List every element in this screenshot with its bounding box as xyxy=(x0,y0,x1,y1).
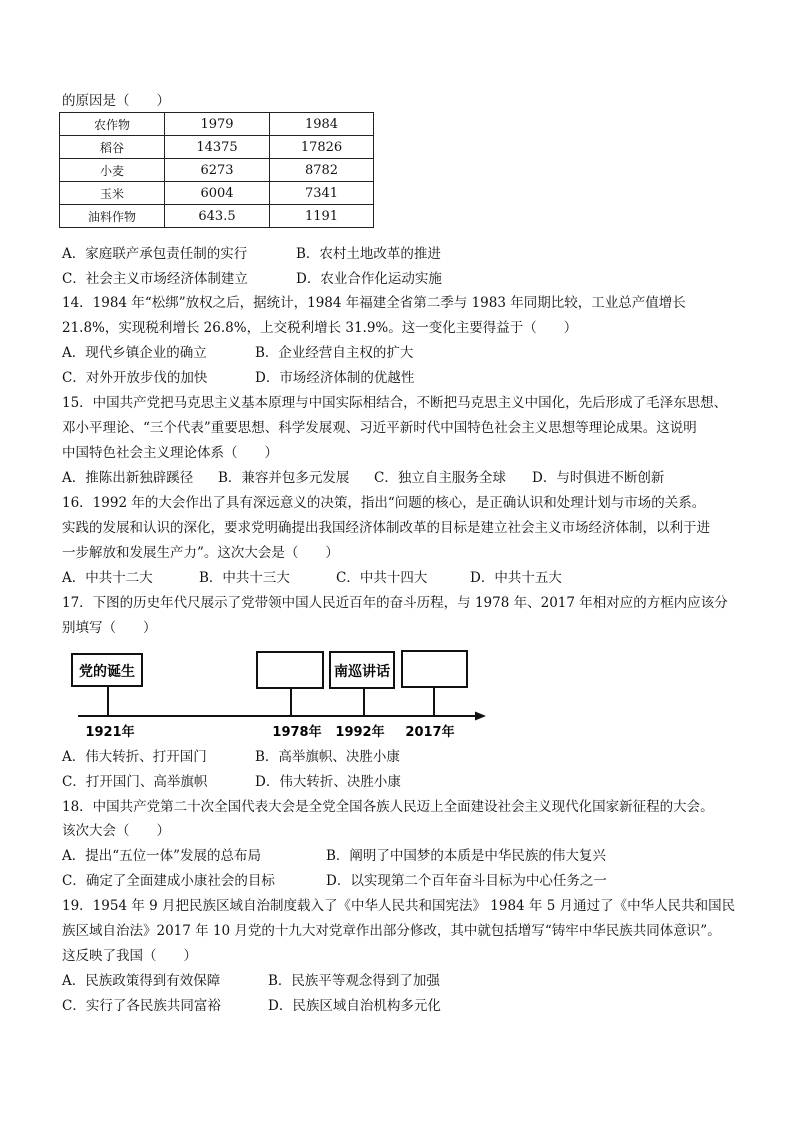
q13-option-d[interactable]: D．农业合作化运动实施 xyxy=(296,271,442,287)
table-header-cell: 1979 xyxy=(165,113,270,136)
timeline-year-label: 1921年 xyxy=(85,725,135,740)
q14-option-d[interactable]: D．市场经济体制的优越性 xyxy=(255,370,415,386)
q14-option-b[interactable]: B．企业经营自主权的扩大 xyxy=(255,345,414,361)
table-cell: 6273 xyxy=(165,159,270,182)
timeline-box-2017-blank[interactable] xyxy=(402,651,467,687)
table-header-row xyxy=(60,113,374,136)
table-header-cell: 农作物 xyxy=(60,113,165,136)
crop-output-table xyxy=(59,112,374,228)
q18-option-a[interactable]: A．提出“五位一体”发展的总布局 xyxy=(62,848,262,864)
q13-stem-tail: 的原因是（ ） xyxy=(62,93,170,109)
q16-stem-line: 实践的发展和认识的深化，要求党明确提出我国经济体制改革的目标是建立社会主义市场经济体制，以利于进 xyxy=(62,520,710,536)
q19-option-c[interactable]: C．实行了各民族共同富裕 xyxy=(62,998,221,1014)
table-cell: 1191 xyxy=(270,205,374,228)
q15-option-d[interactable]: D．与时俱进不断创新 xyxy=(532,470,665,486)
q15-option-c[interactable]: C．独立自主服务全球 xyxy=(374,470,506,486)
q18-stem-line: 18．中国共产党第二十次全国代表大会是全党全国各族人民迈上全面建设社会主义现代化国家新征程的大会。 xyxy=(62,799,714,815)
timeline-year-label: 1992年 xyxy=(335,725,385,740)
q16-option-a[interactable]: A．中共十二大 xyxy=(62,570,153,586)
q15-option-b[interactable]: B．兼容并包多元发展 xyxy=(218,470,350,486)
q16-option-c[interactable]: C．中共十四大 xyxy=(336,570,428,586)
q16-stem-line: 16．1992 年的大会作出了具有深远意义的决策，指出“问题的核心，是正确认识和处理计划与市场的关系。 xyxy=(62,495,706,511)
q14-option-c[interactable]: C．对外开放步伐的加快 xyxy=(62,370,208,386)
q15-stem-line: 邓小平理论、“三个代表”重要思想、科学发展观、习近平新时代中国特色社会主义思想等理论成果。这说明 xyxy=(62,420,697,436)
q13-option-b[interactable]: B．农村土地改革的推进 xyxy=(296,246,441,262)
table-row xyxy=(60,136,374,159)
q19-option-d[interactable]: D．民族区域自治机构多元化 xyxy=(268,998,441,1014)
table-cell: 643.5 xyxy=(165,205,270,228)
q17-option-a[interactable]: A．伟大转折、打开国门 xyxy=(62,749,207,765)
timeline-year-label: 2017年 xyxy=(405,725,455,740)
q16-option-d[interactable]: D．中共十五大 xyxy=(470,570,562,586)
q19-option-a[interactable]: A．民族政策得到有效保障 xyxy=(62,973,221,989)
table-cell: 6004 xyxy=(165,182,270,205)
q19-stem-line: 19．1954 年 9 月把民族区域自治制度载入了《中华人民共和国宪法》 1984 年 5 月通过了《中华人民共和国民 xyxy=(62,898,736,914)
q19-stem-line: 这反映了我国（ ） xyxy=(62,948,197,964)
history-timeline xyxy=(62,648,492,740)
q18-option-d[interactable]: D．以实现第二个百年奋斗目标为中心任务之一 xyxy=(326,873,607,889)
table-cell: 小麦 xyxy=(60,159,165,182)
q17-option-d[interactable]: D．伟大转折、决胜小康 xyxy=(255,774,401,790)
q17-option-c[interactable]: C．打开国门、高举旗帜 xyxy=(62,774,208,790)
q14-option-a[interactable]: A．现代乡镇企业的确立 xyxy=(62,345,207,361)
q17-stem-line: 别填写（ ） xyxy=(62,620,157,636)
q16-option-b[interactable]: B．中共十三大 xyxy=(199,570,290,586)
table-cell: 油料作物 xyxy=(60,205,165,228)
q17-stem-line: 17．下图的历史年代尺展示了党带领中国人民近百年的奋斗历程，与 1978 年、2017 年相对应的方框内应该分 xyxy=(62,595,728,611)
table-cell: 8782 xyxy=(270,159,374,182)
q15-stem-line: 中国特色社会主义理论体系（ ） xyxy=(62,445,278,461)
timeline-arrow-icon xyxy=(475,712,486,721)
timeline-box-label: 南巡讲话 xyxy=(334,664,390,680)
table-cell: 17826 xyxy=(270,136,374,159)
q15-option-a[interactable]: A．推陈出新独辟蹊径 xyxy=(62,470,194,486)
table-row xyxy=(60,159,374,182)
table-row xyxy=(60,182,374,205)
table-cell: 玉米 xyxy=(60,182,165,205)
q18-stem-line: 该次大会（ ） xyxy=(62,823,170,839)
table-cell: 稻谷 xyxy=(60,136,165,159)
q19-stem-line: 族区域自治法》2017 年 10 月党的十九大对党章作出部分修改，其中就包括增写“铸牢中华民族共同体意识”。 xyxy=(62,923,721,939)
q17-option-b[interactable]: B．高举旗帜、决胜小康 xyxy=(255,749,400,765)
q16-stem-line: 一步解放和发展生产力”。这次大会是（ ） xyxy=(62,545,339,561)
table-cell: 7341 xyxy=(270,182,374,205)
q14-stem-line: 21.8%，实现税利增长 26.8%，上交税利增长 31.9%。这一变化主要得益于（ ） xyxy=(62,320,578,336)
timeline-box-label: 党的诞生 xyxy=(79,664,135,680)
q13-option-c[interactable]: C．社会主义市场经济体制建立 xyxy=(62,271,248,287)
q18-option-c[interactable]: C．确定了全面建成小康社会的目标 xyxy=(62,873,275,889)
timeline-year-label: 1978年 xyxy=(272,725,322,740)
q19-option-b[interactable]: B．民族平等观念得到了加强 xyxy=(268,973,440,989)
q18-option-b[interactable]: B．阐明了中国梦的本质是中华民族的伟大复兴 xyxy=(326,848,606,864)
table-row xyxy=(60,205,374,228)
table-header-cell: 1984 xyxy=(270,113,374,136)
q13-option-a[interactable]: A．家庭联产承包责任制的实行 xyxy=(62,246,248,262)
q15-stem-line: 15．中国共产党把马克思主义基本原理与中国实际相结合，不断把马克思主义中国化，先后形成了毛泽东思想、 xyxy=(62,395,728,411)
timeline-box-1978-blank[interactable] xyxy=(257,652,323,688)
q14-stem-line: 14．1984 年“松绑”放权之后，据统计，1984 年福建全省第二季与 1983 年同期比较，工业总产值增长 xyxy=(62,295,686,311)
table-cell: 14375 xyxy=(165,136,270,159)
